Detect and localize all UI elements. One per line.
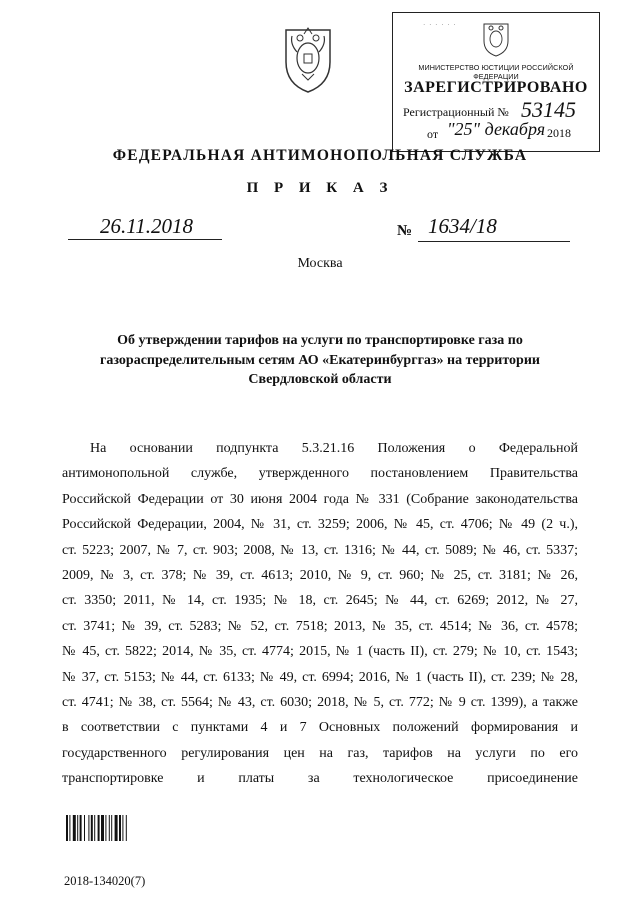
order-number-label: № [397,223,413,239]
stamp-reg-number: 53145 [521,97,576,122]
body-line: ст. 5223; 2007, № 7, ст. 903; 2008, № 13, ст. 1316; № 44, ст. 5089; № 46, ст. 5337; [62,542,578,558]
body-line: Российской Федерации от 30 июня 2004 года № 331 (Собрание законодательства [62,491,578,507]
body-line: ст. 3741; № 39, ст. 5283; № 52, ст. 7518; 2013, № 35, ст. 4514; № 36, ст. 4578; [62,618,578,634]
order-subject: Об утверждении тарифов на услуги по транспортировке газа по газораспределительным сетям АО «Екатеринбурггаз» на территории Свердловской области [100,333,540,387]
city: Москва [297,256,343,271]
registration-stamp [392,12,600,152]
body-line: ст. 4741; № 38, ст. 5564; № 43, ст. 6030; 2018, № 5, ст. 772; № 9 ст. 1399), а также [62,694,578,710]
stamp-date-year: 2018 [547,126,571,140]
document-code: 2018-134020(7) [64,874,146,888]
body-line: 2009, № 3, ст. 378; № 39, ст. 4613; 2010, № 9, ст. 960; № 25, ст. 3181; № 26, [62,567,578,583]
stamp-ministry: МИНИСТЕРСТВО ЮСТИЦИИ РОССИЙСКОЙ ФЕДЕРАЦИИ [418,63,574,81]
stamp-date-label: от [427,127,439,141]
order-number: 1634/18 [428,214,497,238]
coat-of-arms-icon [276,22,340,96]
stamp-date-value: "25" декабря [447,119,546,139]
stamp-registered: ЗАРЕГИСТРИРОВАНО [404,79,588,96]
order-date: 26.11.2018 [100,214,193,238]
body-line: № 37, ст. 5153; № 44, ст. 6133; № 49, ст. 6994; 2016, № 1 (часть II), ст. 239; № 28, [62,669,578,685]
stamp-coat-of-arms-icon [479,19,513,59]
body-line: Российской Федерации, 2004, № 31, ст. 3259; 2006, № 45, ст. 4706; № 49 (2 ч.), [62,517,578,533]
body-line: транспортировке и платы за технологическое присоединение [62,771,578,787]
stamp-reg-label: Регистрационный № [403,105,509,119]
date-underline [68,239,222,240]
order-title: П Р И К А З [246,180,394,196]
stamp-mark: · · · · · · [423,21,457,29]
agency-name: ФЕДЕРАЛЬНАЯ АНТИМОНОПОЛЬНАЯ СЛУЖБА [112,147,528,164]
body-line: в соответствии с пунктами 4 и 7 Основных положений формирования и [62,720,578,736]
barcode-icon [66,815,162,841]
body-line: На основании подпункта 5.3.21.16 Положения о Федеральной [90,441,578,456]
body-line: ст. 3350; 2011, № 14, ст. 1935; № 18, ст. 2645; № 44, ст. 6269; 2012, № 27, [62,593,578,609]
body-line: антимонопольной службе, утвержденного постановлением Правительства [62,466,578,482]
body-line: № 45, ст. 5822; 2014, № 35, ст. 4774; 2015, № 1 (часть II), ст. 279; № 10, ст. 1543; [62,644,578,660]
body-line: государственного регулирования цен на газ, тарифов на услуги по его [62,745,578,761]
number-underline [418,241,570,242]
body-text [62,436,578,791]
